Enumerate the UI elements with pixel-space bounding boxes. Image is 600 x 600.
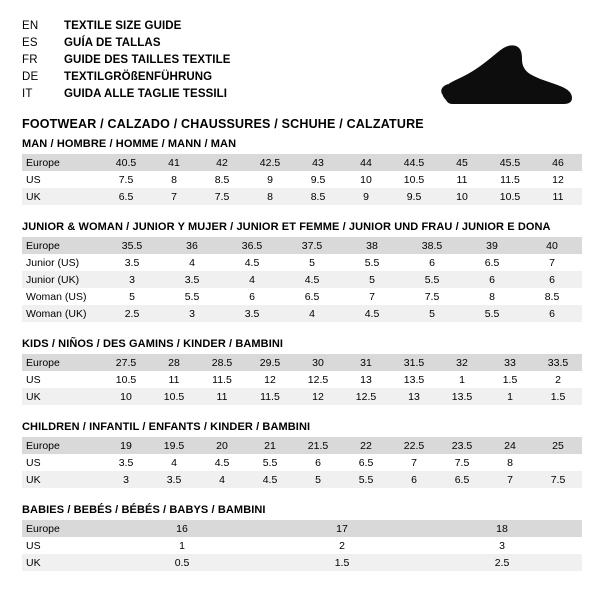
- size-cell: 6.5: [102, 188, 150, 205]
- size-cell: 4: [222, 271, 282, 288]
- size-table: [22, 520, 582, 571]
- size-cell: 33.5: [534, 354, 582, 371]
- table-row: [22, 254, 582, 271]
- size-cell: 38.5: [402, 237, 462, 254]
- size-cell: 40: [522, 237, 582, 254]
- row-label: Woman (US): [26, 290, 87, 303]
- row-label: Europe: [22, 154, 102, 171]
- size-cell: 28.5: [198, 354, 246, 371]
- size-cell: 2: [339, 539, 345, 552]
- size-cell: 8: [171, 173, 177, 186]
- size-cell: 6: [249, 290, 255, 303]
- size-cell: 10.5: [150, 388, 198, 405]
- size-cell: 4.5: [282, 271, 342, 288]
- size-cell: 2.5: [422, 554, 582, 571]
- page-title: FOOTWEAR / CALZADO / CHAUSSURES / SCHUHE / CALZATURE: [22, 117, 424, 131]
- size-cell: 8.5: [214, 173, 230, 186]
- size-cell: 7: [486, 471, 534, 488]
- size-cell: 7: [150, 188, 198, 205]
- size-cell: 5.5: [402, 271, 462, 288]
- size-section-title: CHILDREN / INFANTIL / ENFANTS / KINDER / BAMBINI: [22, 421, 311, 433]
- size-cell: 22: [342, 437, 390, 454]
- size-tables: [22, 138, 578, 571]
- row-label: UK: [22, 388, 102, 405]
- size-cell: 7.5: [424, 290, 440, 303]
- table-row: [22, 388, 582, 405]
- row-label: Junior (UK): [22, 271, 102, 288]
- size-cell: 30: [294, 354, 342, 371]
- size-section-title: JUNIOR & WOMAN / JUNIOR Y MUJER / JUNIOR ET FEMME / JUNIOR UND FRAU / JUNIOR E DONA: [22, 221, 551, 233]
- size-cell: 45: [438, 154, 486, 171]
- row-label: UK: [22, 471, 102, 488]
- size-cell: 4: [189, 256, 195, 269]
- size-cell: 16: [102, 520, 262, 537]
- size-cell: 23.5: [438, 437, 486, 454]
- size-cell: 37.5: [282, 237, 342, 254]
- size-cell: 6: [429, 256, 435, 269]
- size-cell: 5: [294, 471, 342, 488]
- size-cell: 7.5: [118, 173, 134, 186]
- size-cell: 13.5: [438, 388, 486, 405]
- size-cell: 5: [402, 305, 462, 322]
- row-label: Europe: [22, 354, 102, 371]
- size-cell: 3: [102, 271, 162, 288]
- size-cell: 6: [522, 271, 582, 288]
- size-cell: 4: [198, 471, 246, 488]
- size-cell: 1: [459, 373, 465, 386]
- size-cell: 4.5: [244, 256, 260, 269]
- language-title: GUIDE DES TAILLES TEXTILE: [64, 54, 231, 66]
- language-title: TEXTILE SIZE GUIDE: [64, 20, 182, 32]
- table-row: [22, 271, 582, 288]
- size-section-title: BABIES / BEBÉS / BÉBÉS / BABYS / BAMBINI: [22, 504, 266, 516]
- size-cell: 9: [267, 173, 273, 186]
- size-cell: 19.5: [150, 437, 198, 454]
- language-code: FR: [22, 54, 38, 66]
- table-row: [22, 537, 582, 554]
- dress-shoe-icon: [406, 38, 574, 116]
- size-cell: 12.5: [342, 388, 390, 405]
- size-cell: 5.5: [364, 256, 380, 269]
- row-label: Woman (UK): [22, 305, 102, 322]
- size-cell: 6: [462, 271, 522, 288]
- size-cell: 40.5: [102, 154, 150, 171]
- row-label: UK: [22, 188, 102, 205]
- size-cell: 5.5: [342, 471, 390, 488]
- size-cell: 11: [168, 373, 180, 386]
- size-cell: 6: [522, 305, 582, 322]
- table-row: [22, 454, 582, 471]
- size-cell: 7: [369, 290, 375, 303]
- size-cell: 46: [534, 154, 582, 171]
- size-cell: 6.5: [438, 471, 486, 488]
- size-cell: 36: [162, 237, 222, 254]
- table-row: [22, 305, 582, 322]
- size-section: [22, 138, 578, 205]
- size-cell: 1.5: [534, 388, 582, 405]
- size-cell: 6: [315, 456, 321, 469]
- size-cell: 4: [282, 305, 342, 322]
- size-cell: 24: [486, 437, 534, 454]
- language-title: GUÍA DE TALLAS: [64, 37, 161, 49]
- size-cell: 9.5: [310, 173, 326, 186]
- size-cell: 5: [129, 290, 135, 303]
- size-table: [22, 354, 582, 405]
- language-code: IT: [22, 88, 33, 100]
- table-row: [22, 554, 582, 571]
- document-header: [22, 18, 578, 131]
- size-cell: 13.5: [403, 373, 425, 386]
- size-cell: 18: [422, 520, 582, 537]
- size-cell: 7.5: [534, 471, 582, 488]
- size-cell: 3: [499, 539, 505, 552]
- language-title: GUIDA ALLE TAGLIE TESSILI: [64, 88, 228, 100]
- size-cell: 11: [456, 173, 468, 186]
- size-cell: 17: [262, 520, 422, 537]
- size-cell: 43: [294, 154, 342, 171]
- row-label: Europe: [22, 437, 102, 454]
- size-cell: 5.5: [262, 456, 278, 469]
- size-cell: 3: [162, 305, 222, 322]
- size-cell: 3.5: [222, 305, 282, 322]
- size-cell: 10: [102, 388, 150, 405]
- size-cell: 2: [555, 373, 561, 386]
- size-cell: 1: [486, 388, 534, 405]
- size-cell: 31.5: [390, 354, 438, 371]
- size-cell: 41: [150, 154, 198, 171]
- size-section: [22, 504, 578, 571]
- size-cell: 29.5: [246, 354, 294, 371]
- size-cell: 35.5: [102, 237, 162, 254]
- size-cell: 1.5: [502, 373, 518, 386]
- size-cell: 38: [342, 237, 402, 254]
- size-cell: 7: [411, 456, 417, 469]
- size-cell: 7.5: [454, 456, 470, 469]
- row-label: Europe: [22, 520, 102, 537]
- language-code: EN: [22, 20, 39, 32]
- row-label: Junior (US): [26, 256, 80, 269]
- row-label: US: [26, 456, 41, 469]
- size-section-title: KIDS / NIÑOS / DES GAMINS / KINDER / BAMBINI: [22, 338, 284, 350]
- size-cell: 3.5: [118, 456, 134, 469]
- size-cell: 6.5: [304, 290, 320, 303]
- size-cell: 10: [360, 173, 372, 186]
- size-cell: 27.5: [102, 354, 150, 371]
- table-row: [22, 171, 582, 188]
- size-cell: 8.5: [544, 290, 560, 303]
- size-cell: 19: [102, 437, 150, 454]
- size-table: [22, 437, 582, 488]
- size-cell: 6.5: [358, 456, 374, 469]
- size-cell: 10: [438, 188, 486, 205]
- size-cell: 28: [150, 354, 198, 371]
- size-cell: 5: [309, 256, 315, 269]
- size-cell: 4.5: [246, 471, 294, 488]
- size-cell: 5: [342, 271, 402, 288]
- size-cell: 44.5: [390, 154, 438, 171]
- size-cell: 42.5: [246, 154, 294, 171]
- size-cell: 22.5: [390, 437, 438, 454]
- size-cell: 12: [552, 173, 564, 186]
- size-cell: 2.5: [102, 305, 162, 322]
- size-cell: 1: [179, 539, 185, 552]
- size-cell: 6.5: [484, 256, 500, 269]
- size-cell: 11: [198, 388, 246, 405]
- size-cell: 8: [489, 290, 495, 303]
- size-cell: 10.5: [115, 373, 137, 386]
- row-label: US: [26, 539, 41, 552]
- table-row: [22, 188, 582, 205]
- size-table: [22, 154, 582, 205]
- size-cell: 42: [198, 154, 246, 171]
- row-label: Europe: [22, 237, 102, 254]
- size-cell: 32: [438, 354, 486, 371]
- size-cell: 5.5: [184, 290, 200, 303]
- size-cell: 13: [390, 388, 438, 405]
- size-cell: 8: [246, 188, 294, 205]
- size-cell: 44: [342, 154, 390, 171]
- table-row: [22, 520, 582, 537]
- size-cell: 7.5: [198, 188, 246, 205]
- size-cell: 3.5: [124, 256, 140, 269]
- size-table: [22, 237, 582, 322]
- size-cell: 21: [246, 437, 294, 454]
- size-cell: 1.5: [262, 554, 422, 571]
- language-code: ES: [22, 37, 38, 49]
- size-cell: 10.5: [403, 173, 425, 186]
- size-section: [22, 221, 578, 322]
- table-row: [22, 237, 582, 254]
- size-cell: 9: [342, 188, 390, 205]
- size-cell: 39: [462, 237, 522, 254]
- language-title: TEXTILGRÖßENFÜHRUNG: [64, 71, 213, 83]
- size-cell: 12: [294, 388, 342, 405]
- row-label: US: [26, 173, 41, 186]
- size-cell: 4: [171, 456, 177, 469]
- table-row: [22, 354, 582, 371]
- row-label: US: [26, 373, 41, 386]
- table-row: [22, 437, 582, 454]
- size-section: [22, 338, 578, 405]
- size-cell: 12: [264, 373, 276, 386]
- language-code: DE: [22, 71, 39, 83]
- size-cell: [534, 454, 582, 471]
- size-section: [22, 421, 578, 488]
- size-cell: 12.5: [307, 373, 329, 386]
- size-cell: 7: [549, 256, 555, 269]
- size-cell: 5.5: [462, 305, 522, 322]
- size-cell: 33: [486, 354, 534, 371]
- size-cell: 36.5: [222, 237, 282, 254]
- size-cell: 20: [198, 437, 246, 454]
- size-cell: 3.5: [162, 271, 222, 288]
- size-cell: 45.5: [486, 154, 534, 171]
- language-row: [22, 18, 578, 35]
- size-cell: 4.5: [342, 305, 402, 322]
- size-cell: 3: [102, 471, 150, 488]
- table-row: [22, 288, 582, 305]
- size-cell: 8.5: [294, 188, 342, 205]
- size-cell: 10.5: [486, 188, 534, 205]
- size-cell: 13: [360, 373, 372, 386]
- size-cell: 31: [342, 354, 390, 371]
- size-cell: 11.5: [246, 388, 294, 405]
- size-cell: 4.5: [214, 456, 230, 469]
- size-cell: 9.5: [390, 188, 438, 205]
- table-row: [22, 154, 582, 171]
- size-cell: 21.5: [294, 437, 342, 454]
- table-row: [22, 371, 582, 388]
- size-cell: 8: [507, 456, 513, 469]
- size-cell: 11: [534, 188, 582, 205]
- table-row: [22, 471, 582, 488]
- size-cell: 11.5: [212, 373, 232, 386]
- size-cell: 6: [390, 471, 438, 488]
- row-label: UK: [22, 554, 102, 571]
- size-section-title: MAN / HOMBRE / HOMME / MANN / MAN: [22, 138, 237, 150]
- size-cell: 25: [534, 437, 582, 454]
- size-cell: 3.5: [150, 471, 198, 488]
- size-cell: 11.5: [500, 173, 520, 186]
- size-cell: 0.5: [102, 554, 262, 571]
